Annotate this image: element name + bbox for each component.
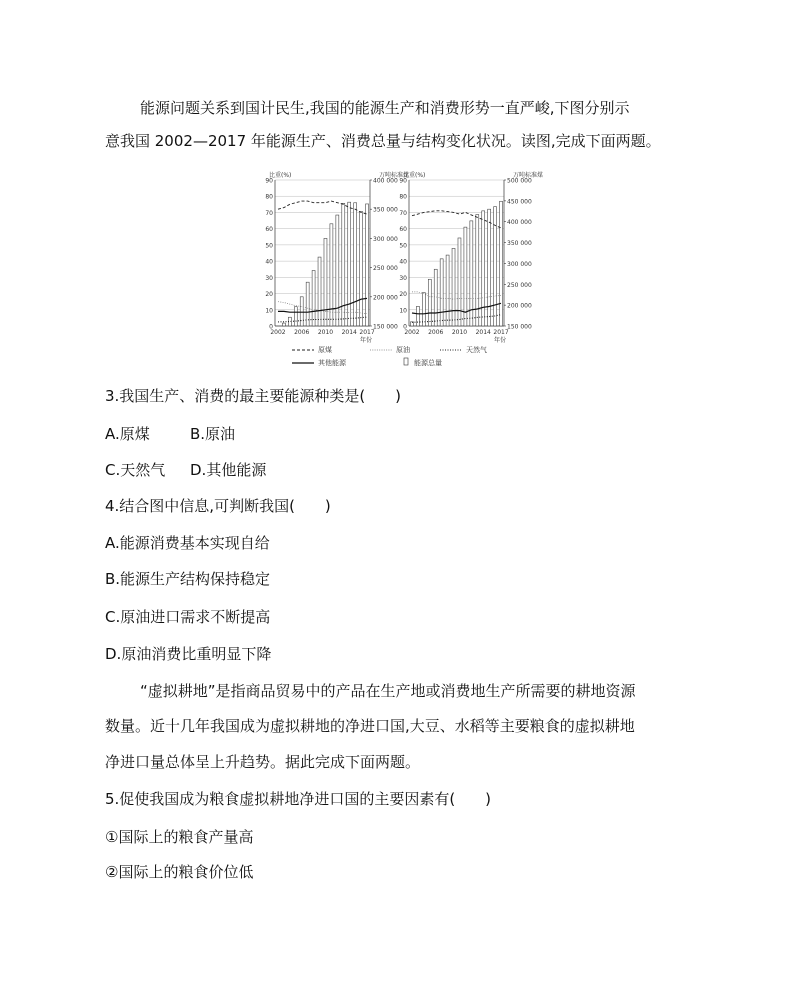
- energy-total-bar: [428, 279, 431, 326]
- chart-legend: [292, 345, 487, 367]
- intro-line-1: 能源问题关系到国计民生,我国的能源生产和消费形势一直严峻,下图分别示: [140, 99, 630, 117]
- left-tick-label: 90: [265, 177, 273, 185]
- energy-total-bar: [300, 297, 303, 326]
- right-tick-label: 250 000: [507, 281, 532, 289]
- left-tick-label: 60: [265, 226, 273, 234]
- left-tick-label: 50: [399, 242, 407, 250]
- left-tick-label: 0: [403, 323, 407, 331]
- energy-total-bar: [348, 202, 351, 326]
- energy-total-bar: [342, 203, 345, 326]
- chart-panel-production: [265, 171, 409, 344]
- energy-total-bar: [324, 238, 327, 326]
- left-tick-label: 20: [399, 291, 407, 299]
- x-axis-title: 年份: [493, 337, 507, 344]
- energy-total-bar: [482, 211, 485, 326]
- legend-gas-label: 天然气: [466, 346, 487, 354]
- passage-2-line-2: 数量。近十几年我国成为虚拟耕地的净进口国,大豆、水稻等主要粮食的虚拟耕地: [105, 717, 635, 735]
- energy-total-bar: [282, 323, 285, 326]
- question-3-stem: 3.我国生产、消费的最主要能源种类是( ): [105, 387, 402, 405]
- right-tick-label: 300 000: [507, 260, 532, 268]
- energy-total-bar: [318, 257, 321, 326]
- x-tick-label: 2006: [428, 329, 444, 336]
- left-tick-label: 10: [399, 307, 407, 315]
- x-tick-label: 2002: [404, 329, 420, 336]
- right-axis-title: 万吨标准煤: [378, 172, 410, 179]
- passage-2-line-1: “虚拟耕地”是指商品贸易中的产品在生产地或消费地生产所需要的耕地资源: [140, 682, 636, 700]
- right-tick-label: 200 000: [507, 302, 532, 310]
- energy-chart-figure: [262, 168, 544, 374]
- question-3-option-d: D.其他能源: [190, 461, 267, 479]
- right-tick-label: 150 000: [507, 323, 532, 331]
- left-tick-label: 10: [265, 307, 273, 315]
- question-4-option-d: D.原油消费比重明显下降: [105, 645, 272, 663]
- energy-total-bar: [446, 255, 449, 326]
- left-tick-label: 80: [265, 193, 273, 201]
- left-tick-label: 30: [265, 274, 273, 282]
- x-tick-label: 2014: [341, 329, 357, 336]
- legend-other-label: 其他能源: [318, 359, 346, 367]
- x-tick-label: 2002: [270, 329, 286, 336]
- left-axis-title: 比重(%): [403, 172, 426, 179]
- question-4-stem: 4.结合图中信息,可判断我国( ): [105, 497, 331, 515]
- question-4-option-c: C.原油进口需求不断提高: [105, 608, 271, 626]
- left-tick-label: 40: [265, 258, 273, 266]
- left-tick-label: 60: [399, 226, 407, 234]
- left-tick-label: 40: [399, 258, 407, 266]
- energy-total-bar: [452, 248, 455, 326]
- question-4-option-a: A.能源消费基本实现自给: [105, 534, 270, 552]
- left-tick-label: 20: [265, 291, 273, 299]
- question-3-option-c: C.天然气: [105, 461, 166, 479]
- energy-chart-svg: [262, 168, 544, 374]
- x-tick-label: 2017: [493, 329, 509, 336]
- right-tick-label: 300 000: [373, 235, 398, 243]
- left-tick-label: 70: [265, 209, 273, 217]
- energy-total-bar: [416, 306, 419, 326]
- left-tick-label: 70: [399, 209, 407, 217]
- question-5-option-2: ②国际上的粮食价位低: [105, 863, 254, 881]
- energy-total-bar: [434, 269, 437, 326]
- x-tick-label: 2006: [294, 329, 310, 336]
- question-5-stem: 5.促使我国成为粮食虚拟耕地净进口国的主要因素有( ): [105, 790, 492, 808]
- right-tick-label: 400 000: [507, 219, 532, 227]
- question-3-option-b: B.原油: [190, 425, 236, 443]
- energy-total-bar: [354, 203, 357, 326]
- right-tick-label: 500 000: [507, 177, 532, 185]
- energy-total-bar: [336, 215, 339, 326]
- right-tick-label: 200 000: [373, 294, 398, 302]
- left-axis-title: 比重(%): [269, 172, 292, 179]
- energy-total-bar: [330, 224, 333, 326]
- question-3-option-a: A.原煤: [105, 425, 150, 443]
- chart-panel-consumption: [399, 171, 543, 344]
- energy-total-bar: [312, 271, 315, 326]
- right-tick-label: 350 000: [507, 240, 532, 248]
- legend-total-label: 能源总量: [414, 359, 442, 367]
- right-tick-label: 450 000: [507, 198, 532, 206]
- left-tick-label: 30: [399, 274, 407, 282]
- question-5-option-1: ①国际上的粮食产量高: [105, 828, 254, 846]
- energy-total-bar: [294, 307, 297, 326]
- legend-oil-label: 原油: [396, 346, 410, 354]
- energy-total-bar: [488, 209, 491, 326]
- x-axis-title: 年份: [359, 337, 373, 344]
- right-axis-title: 万吨标准煤: [512, 172, 544, 179]
- energy-total-bar: [440, 259, 443, 326]
- x-tick-label: 2014: [475, 329, 491, 336]
- left-tick-label: 90: [399, 177, 407, 185]
- x-tick-label: 2010: [317, 329, 334, 336]
- energy-total-bar: [458, 238, 461, 326]
- intro-line-2: 意我国 2002—2017 年能源生产、消费总量与结构变化状况。读图,完成下面两题。: [105, 132, 661, 150]
- left-tick-label: 0: [269, 323, 273, 331]
- right-tick-label: 150 000: [373, 323, 398, 331]
- right-tick-label: 350 000: [373, 206, 398, 214]
- energy-total-bar: [500, 201, 503, 326]
- energy-total-bar: [410, 322, 413, 326]
- passage-2-line-3: 净进口量总体呈上升趋势。据此完成下面两题。: [105, 753, 421, 771]
- left-tick-label: 80: [399, 193, 407, 201]
- left-tick-label: 50: [265, 242, 273, 250]
- legend-coal-label: 原煤: [318, 346, 332, 354]
- energy-total-bar: [360, 212, 363, 326]
- x-tick-label: 2010: [451, 329, 468, 336]
- right-tick-label: 400 000: [373, 177, 398, 185]
- legend-total-swatch: [404, 358, 408, 365]
- question-4-option-b: B.能源生产结构保持稳定: [105, 570, 271, 588]
- x-tick-label: 2017: [359, 329, 375, 336]
- energy-total-bar: [422, 293, 425, 326]
- energy-total-bar: [366, 204, 369, 326]
- right-tick-label: 250 000: [373, 265, 398, 273]
